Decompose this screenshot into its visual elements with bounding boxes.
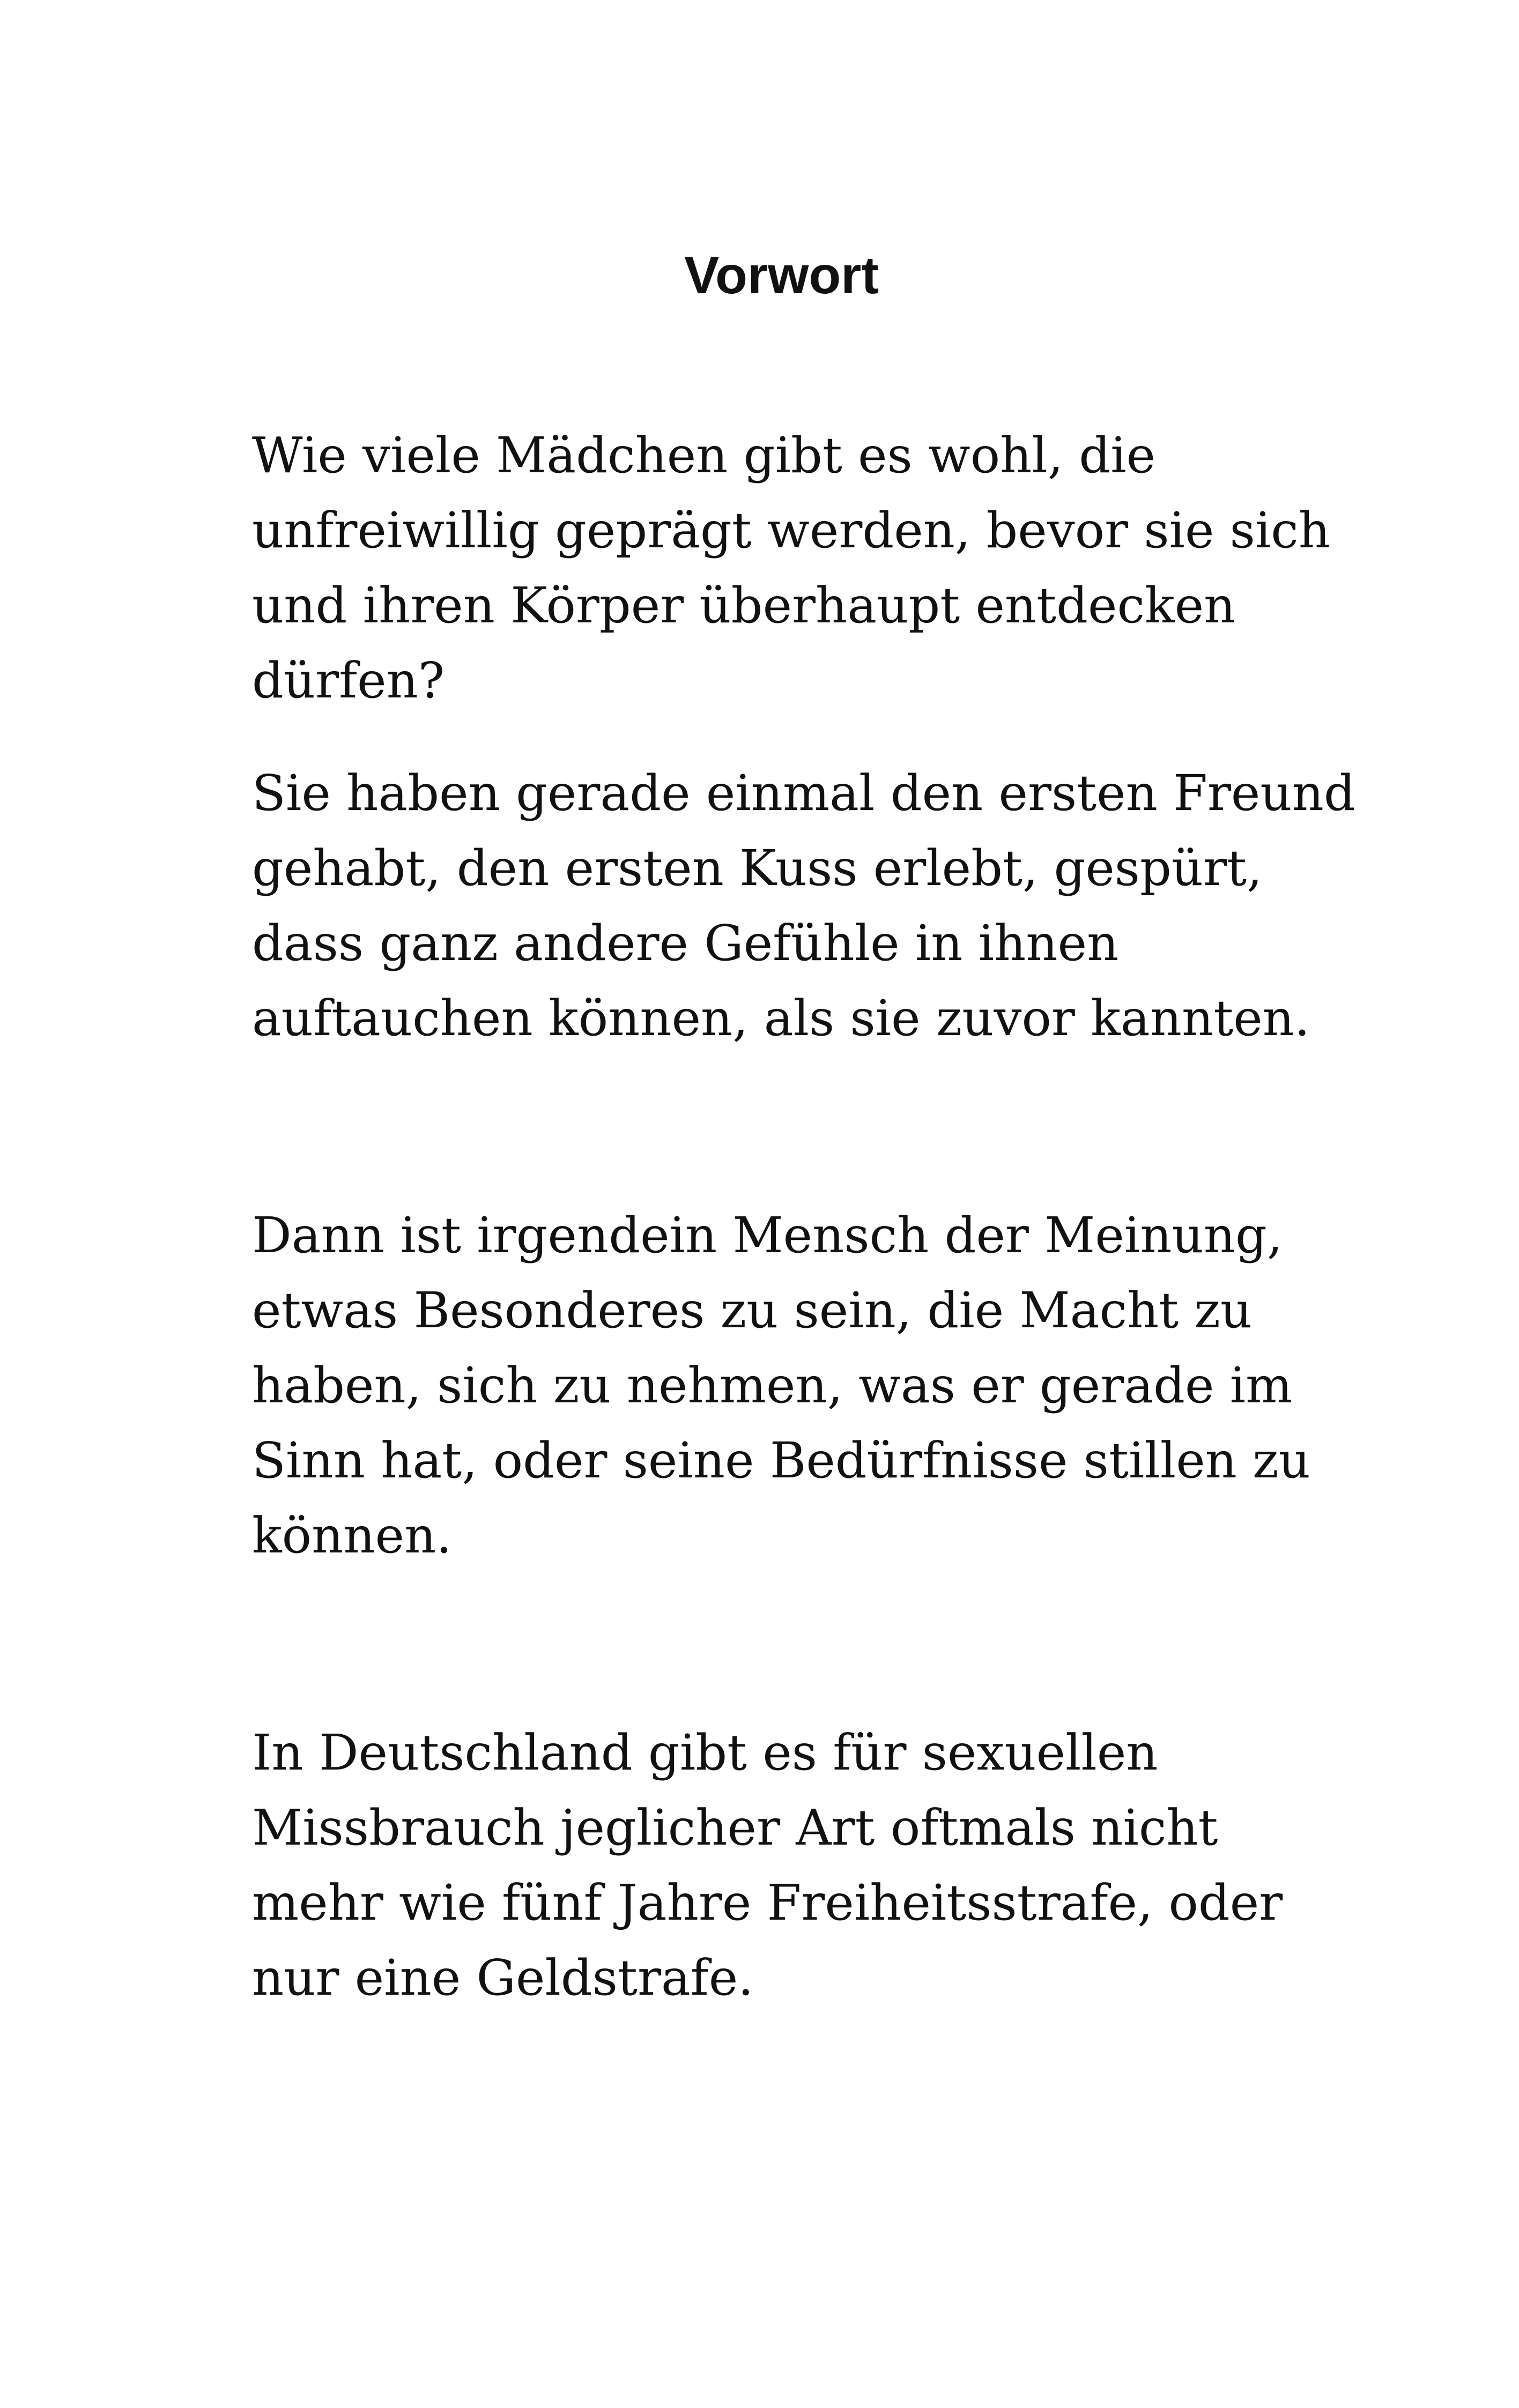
paragraph-2: Sie haben gerade einmal den ersten Freund gehabt, den ersten Kuss erlebt, gespürt, dass ganz andere Gefühle in ihnen auftauchen können, als sie zuvor kannten. <box>252 764 1355 1047</box>
paragraph-3: Dann ist irgendein Mensch der Meinung, etwas Besonderes zu sein, die Macht zu haben, sich zu nehmen, was er gerade im Sinn hat, oder seine Bedürfnisse stillen zu können. <box>252 1207 1310 1564</box>
page-title: Vorwort <box>684 246 879 304</box>
paragraph-4: In Deutschland gibt es für sexuellen Missbrauch jeglicher Art oftmals nicht mehr wie fünf Jahre Freiheitsstrafe, oder nur eine Geldstrafe. <box>252 1724 1283 2006</box>
paragraph-1: Wie viele Mädchen gibt es wohl, die unfreiwillig geprägt werden, bevor sie sich und ihren Körper überhaupt entdecken dürfen? <box>252 427 1331 709</box>
